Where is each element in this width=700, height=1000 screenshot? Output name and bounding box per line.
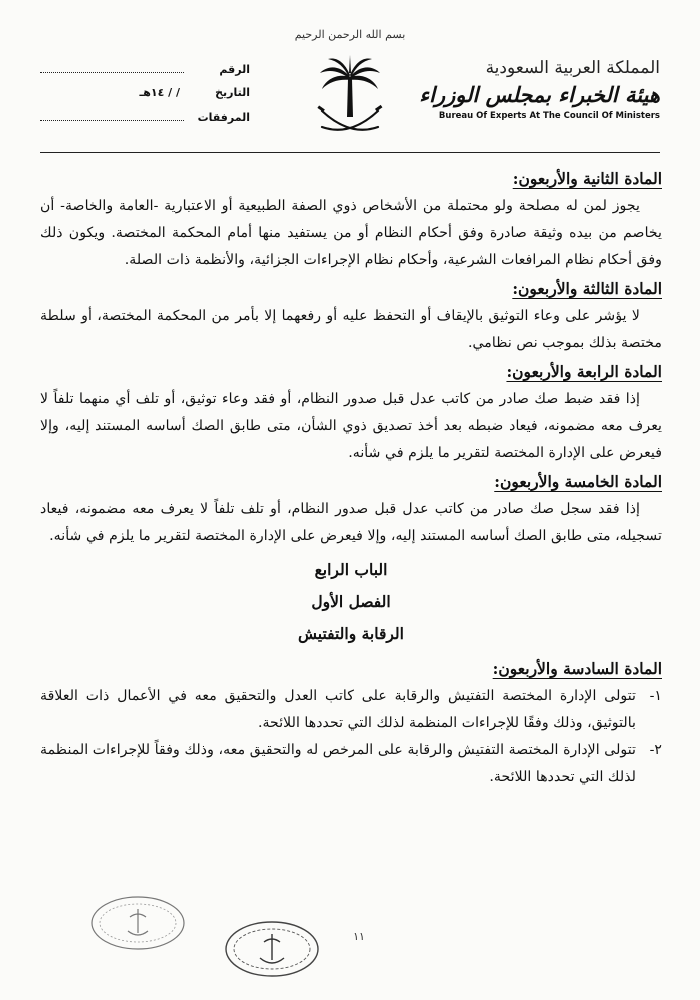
article-42-heading: المادة الثانية والأربعون:: [512, 169, 662, 188]
list-item-text: تتولى الإدارة المختصة التفتيش والرقابة على المرخص له والتحقيق معه، وذلك وفقاً للإجراءات المنظمة لذلك التي تحددها اللائحة.: [40, 742, 636, 785]
official-seal-stamp: [88, 893, 188, 953]
article-43-text: لا يؤشر على وعاء التوثيق بالإيقاف أو التحفظ عليه أو رفعهما إلا بأمر من المحكمة المختصة، أو سلطة مختصة بذلك بموجب نص نظامي.: [40, 308, 662, 351]
date-label: التاريخ: [215, 86, 250, 99]
kingdom-name: المملكة العربية السعودية: [485, 58, 660, 78]
part-title: الباب الرابع: [314, 560, 388, 579]
palm-swords-emblem-icon: [314, 55, 386, 145]
article-43-heading: المادة الثالثة والأربعون:: [512, 279, 662, 298]
article-44-heading: المادة الرابعة والأربعون:: [506, 362, 662, 381]
list-item-number: ٢-: [649, 742, 662, 758]
attachments-row: [40, 110, 250, 134]
date-row: [40, 86, 250, 110]
ref-number-line: [40, 62, 184, 73]
attachments-label: المرفقات: [197, 111, 250, 124]
ref-number-label: الرقم: [219, 63, 250, 76]
list-item-number: ١-: [649, 688, 662, 704]
bureau-name: هيئة الخبراء بمجلس الوزراء: [419, 82, 660, 107]
organization-block: [410, 58, 660, 121]
page-number: ١١: [353, 930, 365, 943]
article-45-text: إذا فقد سجل صك صادر من كاتب عدل قبل صدور النظام، أو تلف تلفاً لا يعرف معه مضمونه، فيعاد تسجيله، متى طابق الصك أساسه المستند إليه، وإلا فيعرض على الإدارة المختصة لتقرير ما يلزم في شأنه.: [40, 501, 662, 544]
basmala: بسم الله الرحمن الرحيم: [294, 28, 406, 41]
letterhead: [0, 0, 700, 160]
article-42-text: يجوز لمن له مصلحة ولو محتملة من الأشخاص ذوي الصفة الطبيعية أو الاعتبارية -العامة والخاصة- أن يخاصم من بيده وثيقة صادرة وفق أحكام النظام أو من يستفيد منها أمام المحكمة المختصة. ويكون ذلك وفق أحكام نظام المرافعات الشرعية، وأحكام نظام الإجراءات الجزائية، والأنظمة ذات الصلة.: [40, 198, 662, 268]
document-body: [40, 164, 662, 791]
header-divider: [40, 152, 660, 153]
list-item-text: تتولى الإدارة المختصة التفتيش والرقابة على كاتب العدل والتحقيق معه في الأعمال ذات العلاقة بالتوثيق، وذلك وفقًا للإجراءات المنظمة لذلك التي تحددها اللائحة.: [40, 688, 636, 731]
official-seal-stamp: [222, 918, 322, 980]
list-item: [40, 683, 662, 737]
ref-number-row: [40, 62, 250, 86]
article-45-heading: المادة الخامسة والأربعون:: [494, 472, 662, 491]
reference-fields: [40, 62, 250, 134]
attachments-line: [40, 110, 184, 121]
date-value: / / ١٤هـ: [139, 86, 180, 99]
chapter-subject: الرقابة والتفتيش: [298, 624, 404, 643]
bureau-name-english: Bureau Of Experts At The Council Of Ministers: [438, 111, 660, 121]
article-46-heading: المادة السادسة والأربعون:: [492, 659, 662, 678]
chapter-title: الفصل الأول: [311, 592, 391, 611]
list-item: [40, 737, 662, 791]
article-44-text: إذا فقد ضبط صك صادر من كاتب عدل قبل صدور النظام، أو فقد وعاء توثيق، أو تلف أي منهما تلفاً لا يعرف معه مضمونه، فيعاد ضبطه بعد أخذ تصديق ذوي الشأن، متى طابق الصك أساسه المستند إليه، وإلا فيعرض على الإدارة المختصة لتقرير ما يلزم في شأنه.: [40, 391, 662, 461]
